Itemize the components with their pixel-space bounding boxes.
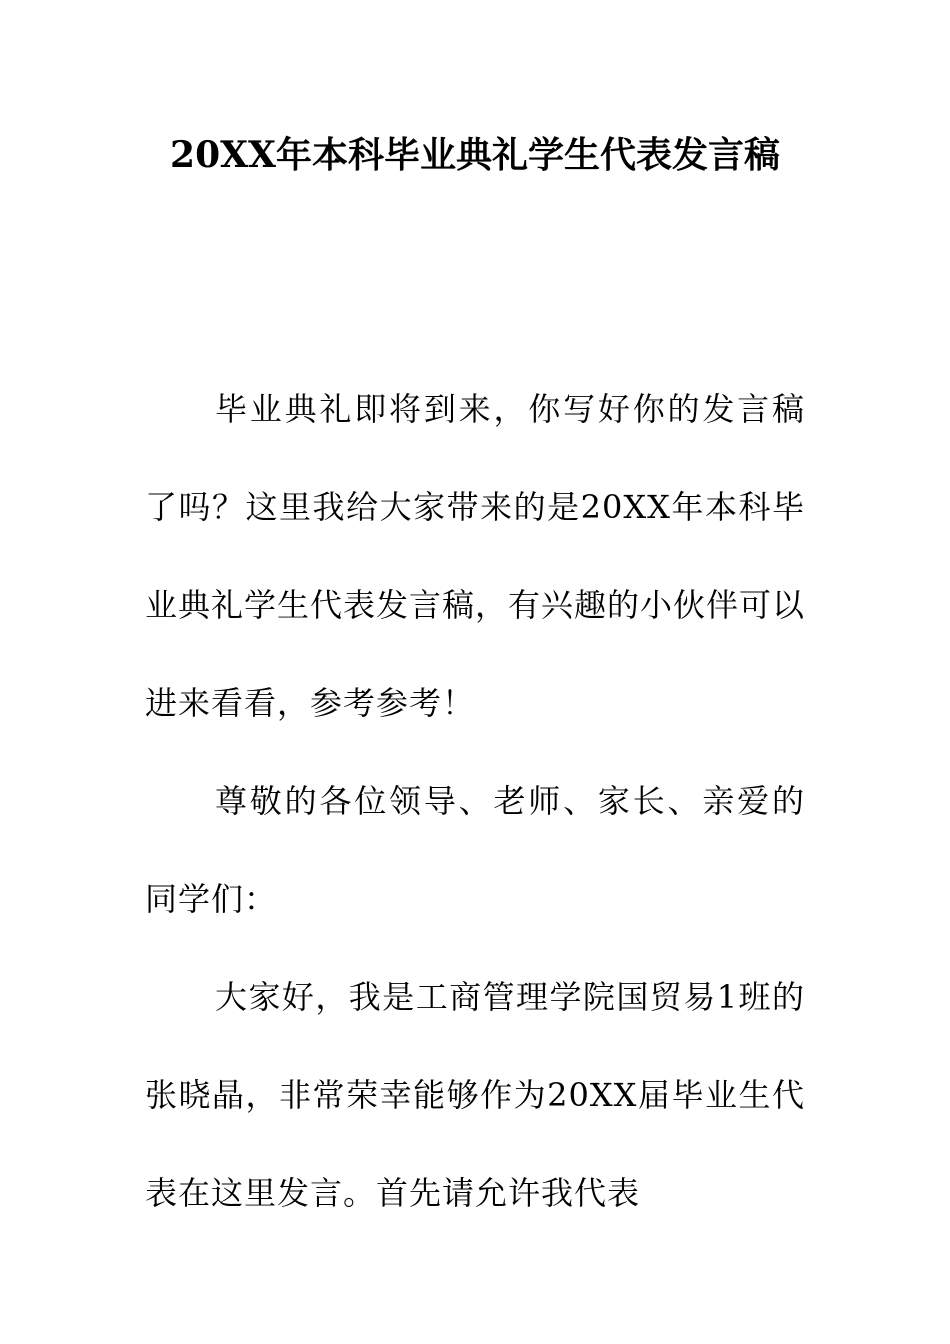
- document-body: [145, 360, 805, 1242]
- document-title: 20XX年本科毕业典礼学生代表发言稿: [170, 134, 780, 176]
- paragraph-salutation: 尊敬的各位领导、老师、家长、亲爱的同学们：: [145, 782, 805, 918]
- paragraph-greeting: 大家好，我是工商管理学院国贸易1班的张晓晶，非常荣幸能够作为20XX届毕业生代表在这里发言。首先请允许我代表: [145, 978, 805, 1212]
- paragraph-intro: 毕业典礼即将到来，你写好你的发言稿了吗？这里我给大家带来的是20XX年本科毕业典礼学生代表发言稿，有兴趣的小伙伴可以进来看看，参考参考！: [145, 390, 806, 722]
